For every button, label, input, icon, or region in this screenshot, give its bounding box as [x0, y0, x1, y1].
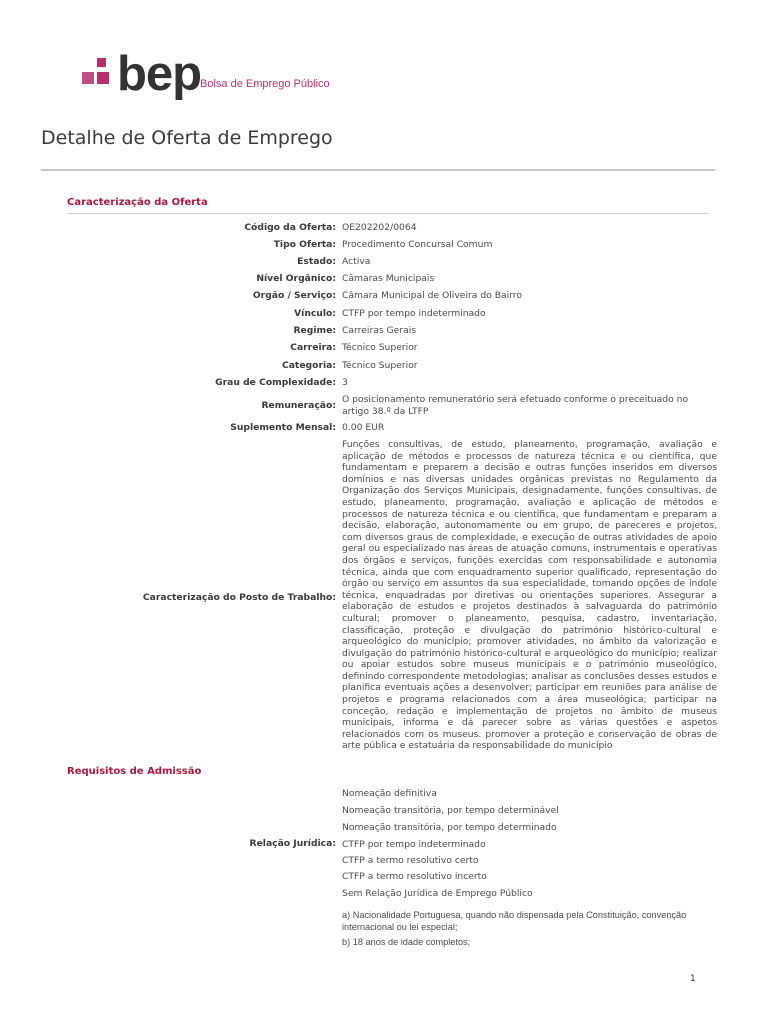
field-value-posto: Funções consultivas, de estudo, planeamento, programação, avaliação e aplicação de métodos e processos de natureza técnica e ou científica, que fundamentam e preparem a decisão e outras funções inseridos em diversos domínios e nas diversas unidades orgânicas previstas no Regulamento da Organização dos Serviços Municipais, designadamente, funções consultivas, de estudo, planeamento, programação, avaliação e aplicação de métodos e processos de natureza técnica e ou científica, que fundamentam e preparam a decisão, elaboração, autonomamente ou em grupo, de pareceres e projetos, com diversos graus de complexidade, e execução de outras atividades de apoio geral ou especializado nas áreas de atuação comuns, instrumentais e operativas dos órgãos e serviços, funções exercidas com responsabilidade e autonomia técnica, ainda que com enquadramento superior qualificado, representação do órgão ou serviço em assuntos da sua especialidade, tomando opções de índole técnica, enquadradas por diretivas ou orientações superiores. Assegurar a elaboração de estudos e projetos destinados à salvaguarda do património cultural; promover o planeamento, pesquisa, cadastro, inventariação, classificação, proteção e divulgação do património histórico-cultural e arqueológico do município; promover atividades, no âmbito da valorização e divulgação do património histórico-cultural e arqueológico do município; realizar ou apoiar estudos sobre museus municipais e o património museológico, definindo correspondente metodologias; analisar as conclusões desses estudos e planifica eventuais ações a desenvolver; participar em reuniões para análise de projetos e programa relacionados com a área museológica; participar na conceção, redação e implementação de projetos no âmbito de museus municipais, informa e dá parecer sobre as várias questões e aspetos relacionados com os museus. promover a proteção e conservação de obras de arte pública e estatuária da responsabilidade do município	[342, 439, 717, 752]
field-label: Carreira:	[290, 342, 336, 353]
relacao-option: Nomeação definitiva	[342, 788, 437, 799]
relacao-option: CTFP a termo resolutivo certo	[342, 855, 479, 866]
requisito-item: b) 18 anos de idade completos;	[342, 937, 471, 947]
bep-logo	[82, 47, 382, 102]
section-divider	[67, 213, 708, 214]
field-value: Activa	[342, 256, 371, 267]
field-value: Procedimento Concursal Comum	[342, 239, 493, 250]
logo-subtitle: Bolsa de Emprego Público	[200, 78, 330, 90]
field-value: Técnico Superior	[342, 360, 418, 371]
section-heading-requisitos: Requisitos de Admissão	[67, 766, 202, 777]
field-label: Nível Orgânico:	[256, 273, 336, 284]
logo-square-icon	[97, 58, 106, 67]
field-value: Técnico Superior	[342, 342, 418, 353]
field-value: O posicionamento remuneratório será efetuado conforme o preceituado no artigo 38.º da LTFP	[342, 394, 689, 417]
field-label: Tipo Oferta:	[273, 239, 336, 250]
relacao-option: Nomeação transitória, por tempo determinado	[342, 822, 557, 833]
logo-square-icon	[82, 72, 94, 84]
field-label: Categoria:	[281, 360, 336, 371]
field-label: Relação Jurídica:	[249, 838, 336, 849]
field-label: Suplemento Mensal:	[230, 422, 336, 433]
logo-word: bep	[117, 47, 202, 101]
page-title: Detalhe de Oferta de Emprego	[41, 127, 333, 149]
field-label: Código da Oferta:	[244, 222, 336, 233]
section-heading-caracterizacao: Caracterização da Oferta	[67, 197, 208, 208]
field-value: 0.00 EUR	[342, 422, 385, 433]
field-value: Câmara Municipal de Oliveira do Bairro	[342, 290, 522, 301]
relacao-option: CTFP por tempo indeterminado	[342, 839, 486, 850]
relacao-option: Sem Relação Jurídica de Emprego Público	[342, 888, 533, 899]
field-label: Vínculo:	[294, 308, 336, 319]
relacao-option: Nomeação transitória, por tempo determinável	[342, 805, 559, 816]
field-label: Orgão / Serviço:	[252, 290, 336, 301]
field-label: Estado:	[297, 256, 336, 267]
page-number: 1	[690, 974, 696, 984]
field-value: Câmaras Municipais	[342, 273, 435, 284]
field-value: CTFP por tempo indeterminado	[342, 308, 486, 319]
field-label: Grau de Complexidade:	[215, 377, 336, 388]
field-value: OE202202/0064	[342, 222, 417, 233]
field-label: Caracterização do Posto de Trabalho:	[142, 592, 336, 603]
title-divider	[41, 169, 715, 171]
requisito-item: a) Nacionalidade Portuguesa, quando não dispensada pela Constituição, convenção internacional ou lei especial;	[342, 910, 687, 932]
relacao-option: CTFP a termo resolutivo incerto	[342, 871, 487, 882]
logo-square-icon	[97, 72, 109, 84]
field-value: Carreiras Gerais	[342, 325, 417, 336]
field-label: Regime:	[293, 325, 336, 336]
field-value: 3	[342, 377, 348, 388]
field-label: Remuneração:	[261, 400, 336, 411]
